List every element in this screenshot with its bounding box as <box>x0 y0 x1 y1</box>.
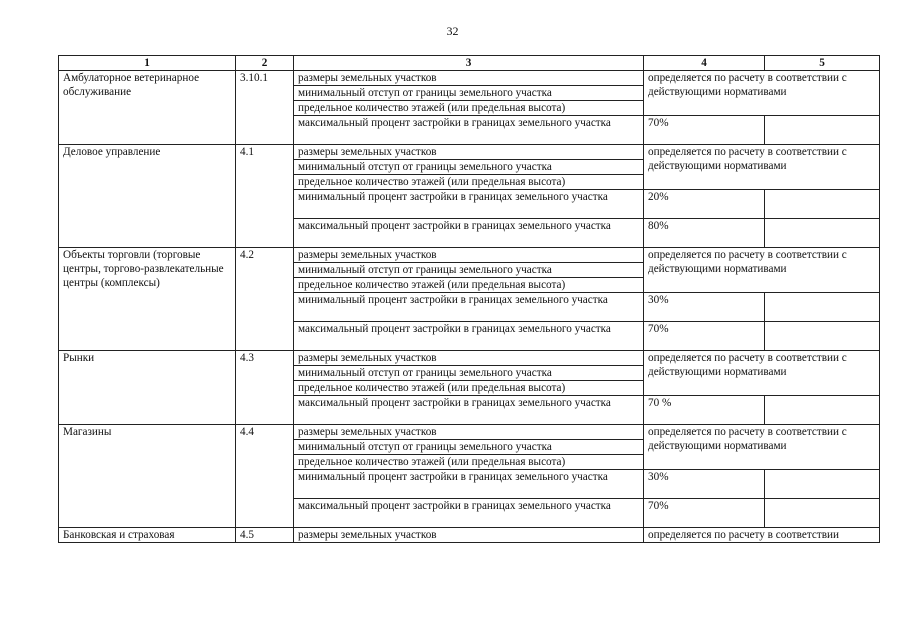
value-cell: 80% <box>644 219 765 248</box>
empty-cell <box>765 499 880 528</box>
use-type-name: Объекты торговли (торговые центры, торгово-развлекательные центры (комплексы) <box>59 248 236 351</box>
empty-cell <box>765 322 880 351</box>
value-cell: определяется по расчету в соответствии с действующими нормативами <box>644 248 880 293</box>
value-cell: 70 % <box>644 396 765 425</box>
value-cell: 20% <box>644 190 765 219</box>
parameter-cell: максимальный процент застройки в границах земельного участка <box>294 322 644 351</box>
use-type-name: Амбулаторное ветеринарное обслуживание <box>59 71 236 145</box>
column-header: 1 <box>59 56 236 71</box>
use-type-code: 4.4 <box>236 425 294 528</box>
parameter-cell: минимальный процент застройки в границах земельного участка <box>294 293 644 322</box>
use-type-code: 4.3 <box>236 351 294 425</box>
value-cell: 70% <box>644 322 765 351</box>
value-cell: 30% <box>644 293 765 322</box>
parameter-cell: максимальный процент застройки в границах земельного участка <box>294 499 644 528</box>
parameter-cell: предельное количество этажей (или предельная высота) <box>294 175 644 190</box>
page-number: 32 <box>446 24 459 38</box>
parameter-cell: максимальный процент застройки в границах земельного участка <box>294 396 644 425</box>
value-cell: определяется по расчету в соответствии <box>644 528 880 543</box>
parameter-cell: минимальный отступ от границы земельного участка <box>294 366 644 381</box>
table-row <box>59 71 880 86</box>
table-row <box>59 248 880 263</box>
parameter-cell: минимальный процент застройки в границах земельного участка <box>294 190 644 219</box>
empty-cell <box>765 396 880 425</box>
table-row <box>59 145 880 160</box>
column-header: 3 <box>294 56 644 71</box>
parameter-cell: размеры земельных участков <box>294 145 644 160</box>
header-row <box>59 56 880 71</box>
parameter-cell: предельное количество этажей (или предельная высота) <box>294 278 644 293</box>
value-cell: определяется по расчету в соответствии с действующими нормативами <box>644 425 880 470</box>
column-header: 2 <box>236 56 294 71</box>
use-type-name: Деловое управление <box>59 145 236 248</box>
value-cell: определяется по расчету в соответствии с действующими нормативами <box>644 351 880 396</box>
parameter-cell: размеры земельных участков <box>294 71 644 86</box>
parameter-cell: размеры земельных участков <box>294 248 644 263</box>
parameter-cell: максимальный процент застройки в границах земельного участка <box>294 219 644 248</box>
parameter-cell: предельное количество этажей (или предельная высота) <box>294 101 644 116</box>
parameter-cell: минимальный отступ от границы земельного участка <box>294 440 644 455</box>
use-type-name: Банковская и страховая <box>59 528 236 543</box>
regulations-table <box>58 55 880 543</box>
table-row <box>59 425 880 440</box>
value-cell: 30% <box>644 470 765 499</box>
parameter-cell: предельное количество этажей (или предельная высота) <box>294 455 644 470</box>
column-header: 5 <box>765 56 880 71</box>
empty-cell <box>765 470 880 499</box>
parameter-cell: максимальный процент застройки в границах земельного участка <box>294 116 644 145</box>
use-type-name: Магазины <box>59 425 236 528</box>
column-header: 4 <box>644 56 765 71</box>
value-cell: 70% <box>644 116 765 145</box>
parameter-cell: размеры земельных участков <box>294 528 644 543</box>
use-type-code: 4.1 <box>236 145 294 248</box>
value-cell: определяется по расчету в соответствии с действующими нормативами <box>644 71 880 116</box>
parameter-cell: предельное количество этажей (или предельная высота) <box>294 381 644 396</box>
empty-cell <box>765 219 880 248</box>
parameter-cell: минимальный процент застройки в границах земельного участка <box>294 470 644 499</box>
use-type-code: 3.10.1 <box>236 71 294 145</box>
parameter-cell: размеры земельных участков <box>294 351 644 366</box>
table-row <box>59 528 880 543</box>
table-row <box>59 351 880 366</box>
empty-cell <box>765 293 880 322</box>
use-type-code: 4.5 <box>236 528 294 543</box>
value-cell: определяется по расчету в соответствии с действующими нормативами <box>644 145 880 190</box>
value-cell: 70% <box>644 499 765 528</box>
parameter-cell: размеры земельных участков <box>294 425 644 440</box>
empty-cell <box>765 190 880 219</box>
parameter-cell: минимальный отступ от границы земельного участка <box>294 263 644 278</box>
use-type-name: Рынки <box>59 351 236 425</box>
empty-cell <box>765 116 880 145</box>
parameter-cell: минимальный отступ от границы земельного участка <box>294 86 644 101</box>
use-type-code: 4.2 <box>236 248 294 351</box>
parameter-cell: минимальный отступ от границы земельного участка <box>294 160 644 175</box>
